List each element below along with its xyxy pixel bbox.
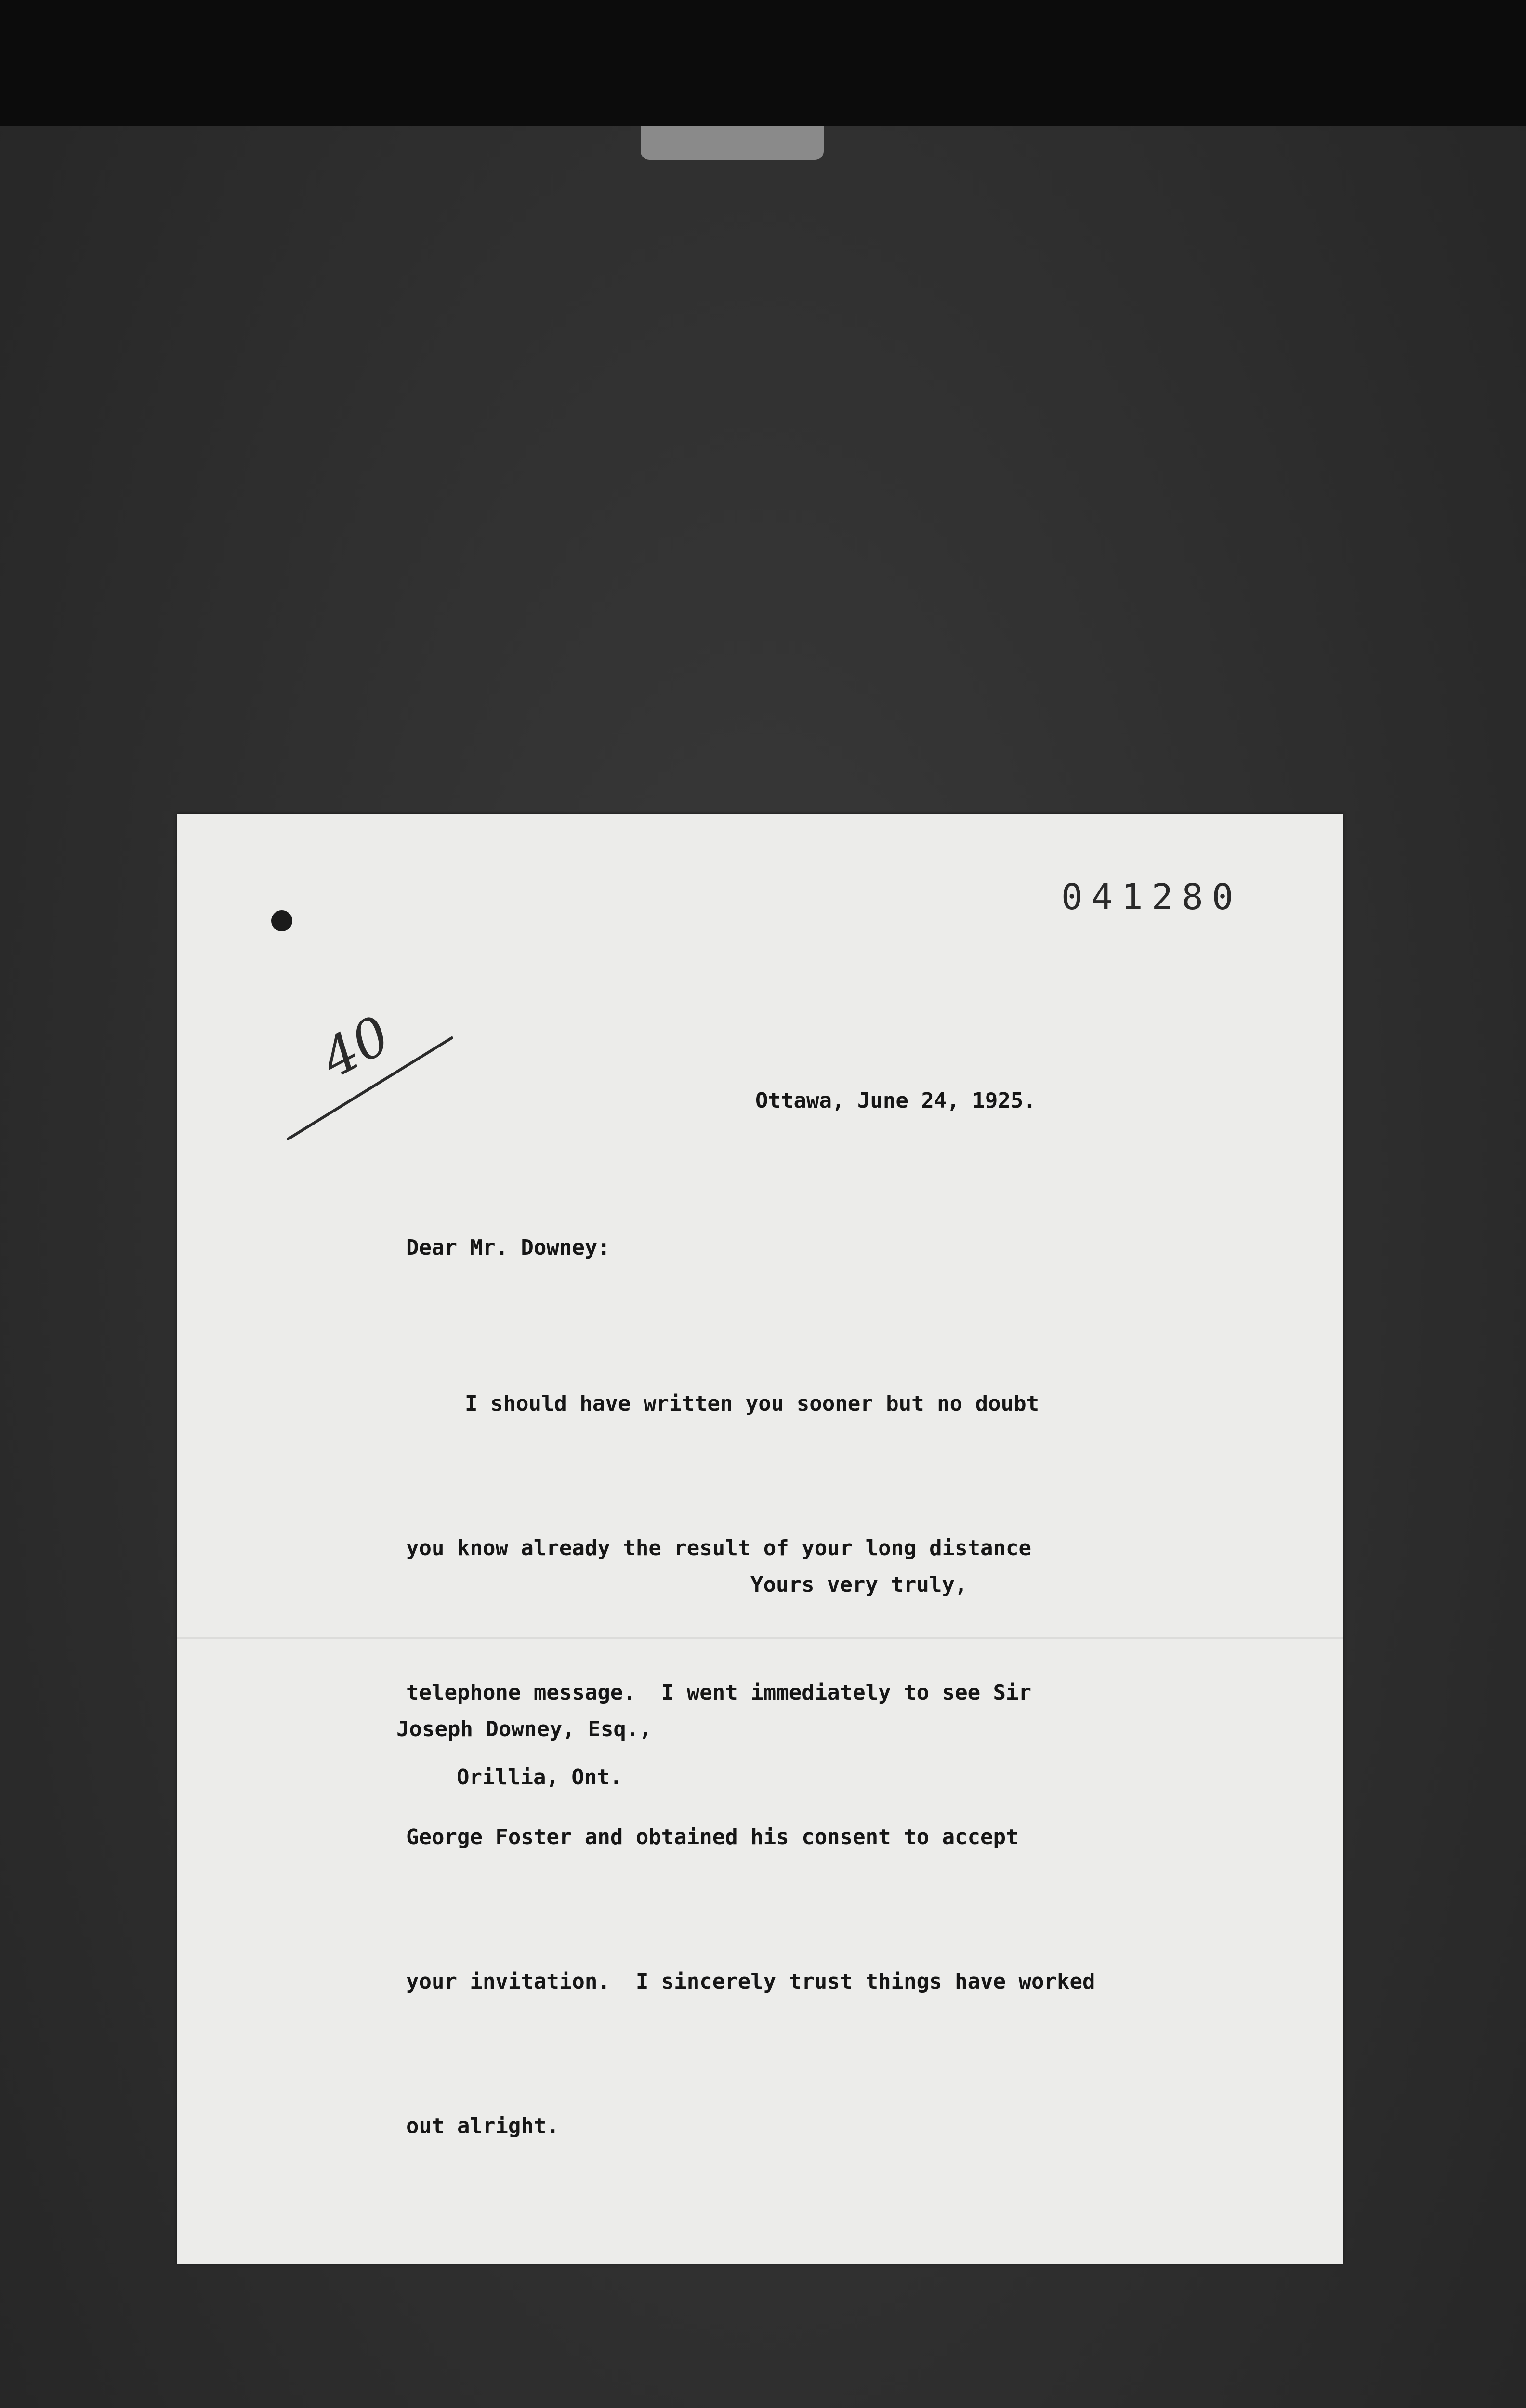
- closing: Yours very truly,: [750, 1572, 968, 1597]
- body-line: I should have written you sooner but no doubt: [465, 1391, 1039, 1416]
- punch-hole: [271, 910, 292, 931]
- salutation: Dear Mr. Downey:: [406, 1235, 610, 1260]
- body-line: you know already the result of your long distance: [406, 1536, 1032, 1560]
- body-line: your invitation. I sincerely trust things have worked: [406, 1969, 1095, 1994]
- body-line: out alright.: [406, 2114, 559, 2138]
- document-number: 041280: [1061, 877, 1242, 918]
- handwritten-number: 40: [311, 1004, 400, 1090]
- body-line: telephone message. I went immediately to see Sir: [406, 1680, 1032, 1705]
- handwritten-underline: [283, 1021, 457, 1146]
- date-line: Ottawa, June 24, 1925.: [755, 1088, 1036, 1113]
- top-clip: [641, 126, 824, 160]
- letter-sheet: [177, 814, 1343, 2264]
- film-border-top: [0, 0, 1526, 126]
- addressee-city: Orillia, Ont.: [457, 1765, 623, 1790]
- body-line: George Foster and obtained his consent to accept: [406, 1825, 1019, 1849]
- addressee-name: Joseph Downey, Esq.,: [396, 1717, 652, 1741]
